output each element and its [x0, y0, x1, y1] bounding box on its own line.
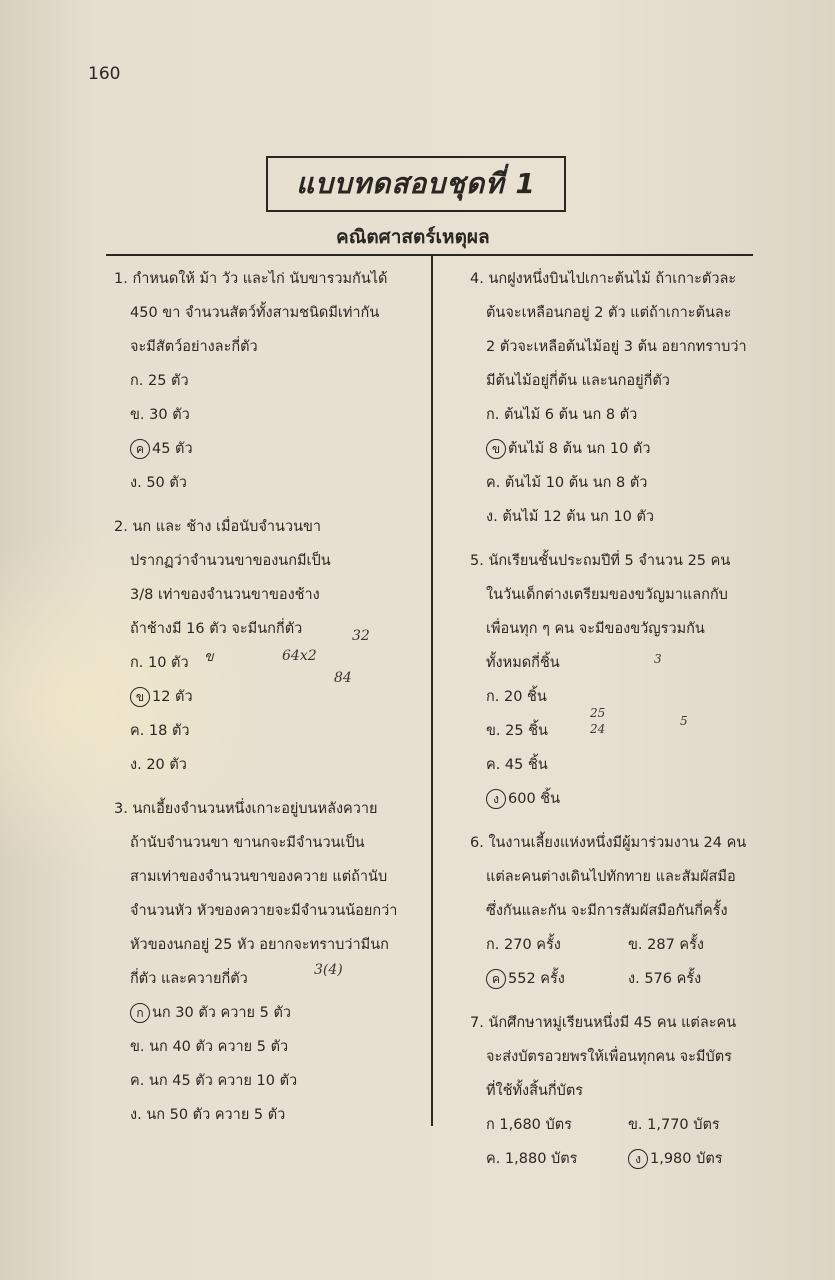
question-text-line: 2 ตัวจะเหลือต้นไม้อยู่ 3 ต้น อยากทราบว่า	[486, 339, 747, 355]
answer-option-row	[470, 928, 770, 962]
question-text-line: 1. กำหนดให้ ม้า วัว และไก่ นับขารวมกันได้	[114, 271, 388, 287]
question-block	[114, 510, 419, 782]
answer-option	[114, 714, 419, 748]
question-text-line: 2. นก และ ช้าง เมื่อนับจำนวนขา	[114, 519, 322, 535]
answer-option	[114, 748, 419, 782]
answer-option	[114, 996, 419, 1030]
option-text: 30 ตัว	[149, 407, 190, 423]
option-key: ข.	[486, 723, 501, 739]
answer-circle-mark: ง	[486, 789, 506, 809]
question-text-line: ถ้านับจำนวนขา ขานกจะมีจำนวนเป็น	[130, 835, 365, 851]
option-text: ต้นไม้ 10 ต้น นก 8 ตัว	[504, 475, 648, 491]
answer-option	[114, 398, 419, 432]
option-key: ข.	[130, 1039, 145, 1055]
option-text: ต้นไม้ 12 ต้น นก 10 ตัว	[502, 509, 655, 525]
question-text-line: ในวันเด็กต่างเตรียมของขวัญมาแลกกับ	[486, 587, 728, 603]
question-text-line: มีต้นไม้อยู่กี่ต้น และนกอยู่กี่ตัว	[486, 373, 670, 389]
answer-option	[470, 500, 770, 534]
question-text-line: 4. นกฝูงหนึ่งบินไปเกาะต้นไม้ ถ้าเกาะตัวละ	[470, 271, 737, 287]
answer-option	[486, 928, 628, 962]
option-key: ค.	[486, 757, 501, 773]
left-column	[114, 262, 419, 1142]
question-text-line: 5. นักเรียนชั้นประถมปีที่ 5 จำนวน 25 คน	[470, 553, 731, 569]
answer-option	[114, 432, 419, 466]
handwritten-note: 3	[654, 652, 662, 666]
option-key: ก.	[130, 655, 144, 671]
question-text-line: จำนวนหัว หัวของควายจะมีจำนวนน้อยกว่า	[130, 903, 398, 919]
question-block	[470, 262, 770, 534]
option-text: 552 ครั้ง	[508, 971, 565, 987]
option-key: ค.	[486, 1151, 501, 1167]
option-key: ง.	[130, 1107, 142, 1123]
option-key: ก.	[486, 689, 500, 705]
option-text: 1,770 บัตร	[647, 1117, 720, 1133]
question-text-line: สามเท่าของจำนวนขาของควาย แต่ถ้านับ	[130, 869, 388, 885]
option-key: ง.	[130, 757, 142, 773]
right-column	[470, 262, 770, 1186]
option-text: 10 ตัว	[148, 655, 189, 671]
question-text-line: 7. นักศึกษาหมู่เรียนหนึ่งมี 45 คน แต่ละคน	[470, 1015, 737, 1031]
answer-option	[628, 1142, 770, 1176]
option-text: 270 ครั้ง	[504, 937, 561, 953]
answer-option	[114, 364, 419, 398]
answer-circle-mark: ง	[628, 1149, 648, 1169]
option-key: ก	[486, 1117, 495, 1133]
option-key: ง.	[628, 971, 640, 987]
option-text: 600 ชิ้น	[508, 791, 561, 807]
answer-option	[486, 962, 628, 996]
option-key: ก.	[130, 373, 144, 389]
option-key: ข.	[130, 407, 145, 423]
handwritten-note: 5	[680, 714, 688, 728]
option-key: ก.	[486, 407, 500, 423]
horizontal-rule	[106, 254, 753, 256]
answer-circle-mark: ข	[486, 439, 506, 459]
answer-option-row	[470, 962, 770, 996]
answer-option	[628, 962, 770, 996]
handwritten-note: 84	[334, 670, 352, 686]
question-text-line: เพื่อนทุก ๆ คน จะมีของขวัญรวมกัน	[486, 621, 705, 637]
answer-option	[486, 1108, 628, 1142]
option-key: ง.	[130, 475, 142, 491]
handwritten-note: 24	[590, 722, 606, 736]
option-text: ต้นไม้ 6 ต้น นก 8 ตัว	[504, 407, 638, 423]
answer-circle-mark: ค	[130, 439, 150, 459]
answer-option	[628, 1108, 770, 1142]
question-text-line: ซึ่งกันและกัน จะมีการสัมผัสมือกันกี่ครั้ง	[486, 903, 728, 919]
page-subtitle: คณิตศาสตร์เหตุผล	[336, 226, 490, 248]
option-key: ข.	[628, 1117, 643, 1133]
answer-option	[114, 1064, 419, 1098]
answer-option	[114, 1098, 419, 1132]
option-key: ค.	[130, 1073, 145, 1089]
handwritten-note: 32	[352, 628, 370, 644]
question-text-line: 6. ในงานเลี้ยงแห่งหนึ่งมีผู้มาร่วมงาน 24 คน	[470, 835, 747, 851]
question-block	[114, 262, 419, 500]
option-text: 25 ชิ้น	[505, 723, 548, 739]
answer-option	[114, 466, 419, 500]
handwritten-note: 25	[590, 706, 606, 720]
option-text: นก 50 ตัว ควาย 5 ตัว	[146, 1107, 286, 1123]
question-text-line: จะส่งบัตรอวยพรให้เพื่อนทุกคน จะมีบัตร	[486, 1049, 732, 1065]
option-key: ค.	[486, 475, 501, 491]
answer-option-row	[470, 1108, 770, 1142]
option-text: 1,680 บัตร	[499, 1117, 572, 1133]
answer-circle-mark: ข	[130, 687, 150, 707]
answer-option-row	[470, 1142, 770, 1176]
answer-option	[470, 680, 770, 714]
option-text: 20 ตัว	[146, 757, 187, 773]
option-text: 12 ตัว	[152, 689, 193, 705]
option-text: 50 ตัว	[146, 475, 187, 491]
answer-option	[114, 646, 419, 680]
question-block	[470, 826, 770, 996]
option-text: 576 ครั้ง	[644, 971, 702, 987]
option-key: ก.	[486, 937, 500, 953]
option-text: นก 40 ตัว ควาย 5 ตัว	[149, 1039, 289, 1055]
option-text: นก 45 ตัว ควาย 10 ตัว	[148, 1073, 298, 1089]
option-text: 18 ตัว	[148, 723, 190, 739]
option-text: 20 ชิ้น	[504, 689, 547, 705]
answer-circle-mark: ค	[486, 969, 506, 989]
option-text: นก 30 ตัว ควาย 5 ตัว	[152, 1005, 292, 1021]
answer-option	[470, 432, 770, 466]
answer-option	[470, 782, 770, 816]
option-key: ค.	[130, 723, 145, 739]
question-block	[470, 1006, 770, 1176]
answer-circle-mark: ก	[130, 1003, 150, 1023]
option-text: 25 ตัว	[148, 373, 189, 389]
option-text: 1,980 บัตร	[650, 1151, 723, 1167]
question-text-line: ถ้าช้างมี 16 ตัว จะมีนกกี่ตัว	[130, 621, 303, 637]
question-text-line: ปรากฏว่าจำนวนขาของนกมีเป็น	[130, 553, 331, 569]
handwritten-note: ข	[204, 649, 214, 665]
question-text-line: ต้นจะเหลือนกอยู่ 2 ตัว แต่ถ้าเกาะต้นละ	[486, 305, 732, 321]
answer-option	[628, 928, 770, 962]
question-text-line: 3. นกเอี้ยงจำนวนหนึ่งเกาะอยู่บนหลังควาย	[114, 801, 378, 817]
answer-option	[470, 714, 770, 748]
answer-option	[486, 1142, 628, 1176]
handwritten-note: 3(4)	[314, 962, 343, 978]
answer-option	[470, 398, 770, 432]
answer-option	[114, 680, 419, 714]
option-text: ต้นไม้ 8 ต้น นก 10 ตัว	[508, 441, 651, 457]
question-text-line: แต่ละคนต่างเดินไปทักทาย และสัมผัสมือ	[486, 869, 736, 885]
answer-option	[470, 748, 770, 782]
question-text-line: ที่ใช้ทั้งสิ้นกี่บัตร	[486, 1083, 584, 1099]
handwritten-note: 64x2	[282, 648, 317, 664]
option-text: 1,880 บัตร	[504, 1151, 578, 1167]
option-key: ง.	[486, 509, 498, 525]
column-divider	[431, 256, 433, 1126]
answer-option	[114, 1030, 419, 1064]
question-text-line: กี่ตัว และควายกี่ตัว	[130, 971, 248, 987]
option-text: 287 ครั้ง	[647, 937, 704, 953]
question-text-line: 450 ขา จำนวนสัตว์ทั้งสามชนิดมีเท่ากัน	[130, 305, 380, 321]
title-box	[266, 156, 566, 212]
option-text: 45 ชิ้น	[504, 757, 548, 773]
question-text-line: ทั้งหมดกี่ชิ้น	[486, 655, 560, 671]
page-title: แบบทดสอบชุดที่ 1	[296, 167, 536, 200]
question-text-line: 3/8 เท่าของจำนวนขาของช้าง	[130, 587, 320, 603]
answer-option	[470, 466, 770, 500]
question-block	[470, 544, 770, 816]
option-key: ข.	[628, 937, 643, 953]
option-text: 45 ตัว	[152, 441, 193, 457]
page-number: 160	[88, 64, 121, 84]
question-block	[114, 792, 419, 1132]
question-text-line: หัวของนกอยู่ 25 หัว อยากจะทราบว่ามีนก	[130, 937, 389, 953]
question-text-line: จะมีสัตว์อย่างละกี่ตัว	[130, 339, 258, 355]
